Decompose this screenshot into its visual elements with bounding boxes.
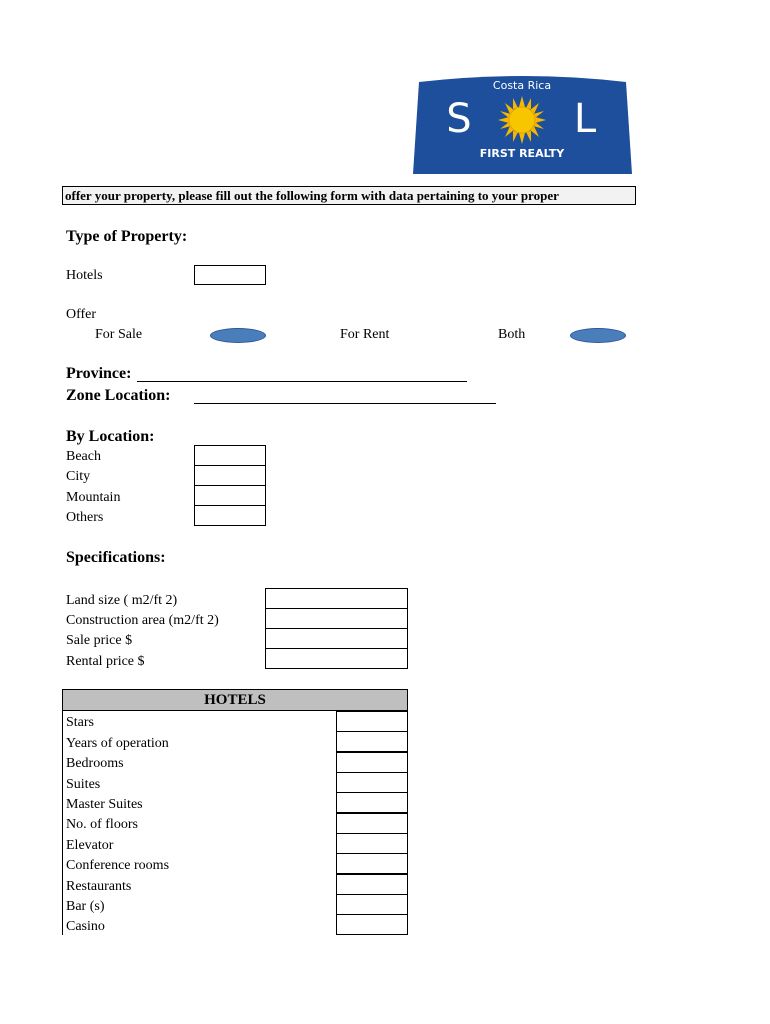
hotel-stars-field[interactable] bbox=[336, 711, 408, 732]
for-sale-option[interactable] bbox=[210, 328, 266, 343]
hotel-bars-field[interactable] bbox=[336, 894, 408, 915]
hotel-master-suites-field[interactable] bbox=[336, 792, 408, 813]
hotels-label: Hotels bbox=[66, 268, 103, 283]
hotels-checkbox[interactable] bbox=[194, 265, 266, 285]
spec-sale-price-label: Sale price $ bbox=[66, 633, 133, 648]
location-mountain-label: Mountain bbox=[66, 490, 121, 505]
spec-land-size-field[interactable] bbox=[265, 588, 408, 609]
hotel-conference-rooms-field[interactable] bbox=[336, 853, 408, 874]
hotel-row-conference-rooms: Conference rooms bbox=[66, 858, 170, 873]
hotel-row-elevator: Elevator bbox=[66, 838, 114, 853]
for-sale-label: For Sale bbox=[95, 327, 143, 342]
company-logo bbox=[413, 74, 632, 174]
for-rent-label: For Rent bbox=[340, 327, 390, 342]
hotel-casino-field[interactable] bbox=[336, 914, 408, 935]
hotel-row-years-of-operation: Years of operation bbox=[66, 736, 169, 751]
hotel-suites-field[interactable] bbox=[336, 772, 408, 793]
hotel-row-casino: Casino bbox=[66, 919, 105, 934]
spec-land-size-label: Land size ( m2/ft 2) bbox=[66, 593, 178, 608]
instructions-banner: offer your property, please fill out the following form with data pertaining to your proper bbox=[62, 186, 636, 205]
province-label: Province: bbox=[66, 365, 132, 382]
spec-construction-area-label: Construction area (m2/ft 2) bbox=[66, 613, 219, 628]
logo-top-text: Costa Rica bbox=[492, 79, 552, 92]
hotel-bedrooms-field[interactable] bbox=[336, 752, 408, 773]
hotel-row-bedrooms: Bedrooms bbox=[66, 756, 124, 771]
spec-sale-price-field[interactable] bbox=[265, 628, 408, 649]
logo-letter-right: L bbox=[573, 96, 597, 142]
hotel-row-restaurants: Restaurants bbox=[66, 879, 132, 894]
spec-rental-price-label: Rental price $ bbox=[66, 654, 145, 669]
location-others-label: Others bbox=[66, 510, 104, 525]
zone-location-field[interactable] bbox=[194, 403, 496, 404]
zone-location-label: Zone Location: bbox=[66, 387, 171, 404]
hotel-row-no-of-floors: No. of floors bbox=[66, 817, 138, 832]
location-beach-checkbox[interactable] bbox=[194, 445, 266, 466]
province-field[interactable] bbox=[137, 381, 467, 382]
hotel-no-of-floors-field[interactable] bbox=[336, 813, 408, 834]
hotel-elevator-field[interactable] bbox=[336, 833, 408, 854]
both-label: Both bbox=[498, 327, 526, 342]
hotel-row-stars: Stars bbox=[66, 715, 94, 730]
logo-letter-left: S bbox=[446, 96, 472, 142]
hotel-years-of-operation-field[interactable] bbox=[336, 731, 408, 752]
both-option[interactable] bbox=[570, 328, 626, 343]
spec-rental-price-field[interactable] bbox=[265, 648, 408, 669]
hotels-table-heading: HOTELS bbox=[62, 689, 408, 711]
hotel-row-bars: Bar (s) bbox=[66, 899, 105, 914]
location-others-checkbox[interactable] bbox=[194, 505, 266, 526]
location-mountain-checkbox[interactable] bbox=[194, 485, 266, 506]
hotels-table-border bbox=[62, 711, 63, 935]
hotel-row-suites: Suites bbox=[66, 777, 101, 792]
type-of-property-heading: Type of Property: bbox=[66, 228, 188, 245]
location-city-label: City bbox=[66, 469, 91, 484]
specifications-heading: Specifications: bbox=[66, 549, 166, 566]
sun-icon bbox=[498, 96, 546, 144]
by-location-heading: By Location: bbox=[66, 428, 155, 445]
hotel-row-master-suites: Master Suites bbox=[66, 797, 143, 812]
offer-label: Offer bbox=[66, 307, 97, 322]
location-city-checkbox[interactable] bbox=[194, 465, 266, 486]
location-beach-label: Beach bbox=[66, 449, 101, 464]
hotel-restaurants-field[interactable] bbox=[336, 874, 408, 895]
spec-construction-area-field[interactable] bbox=[265, 608, 408, 629]
logo-bottom-text: FIRST REALTY bbox=[479, 147, 565, 160]
